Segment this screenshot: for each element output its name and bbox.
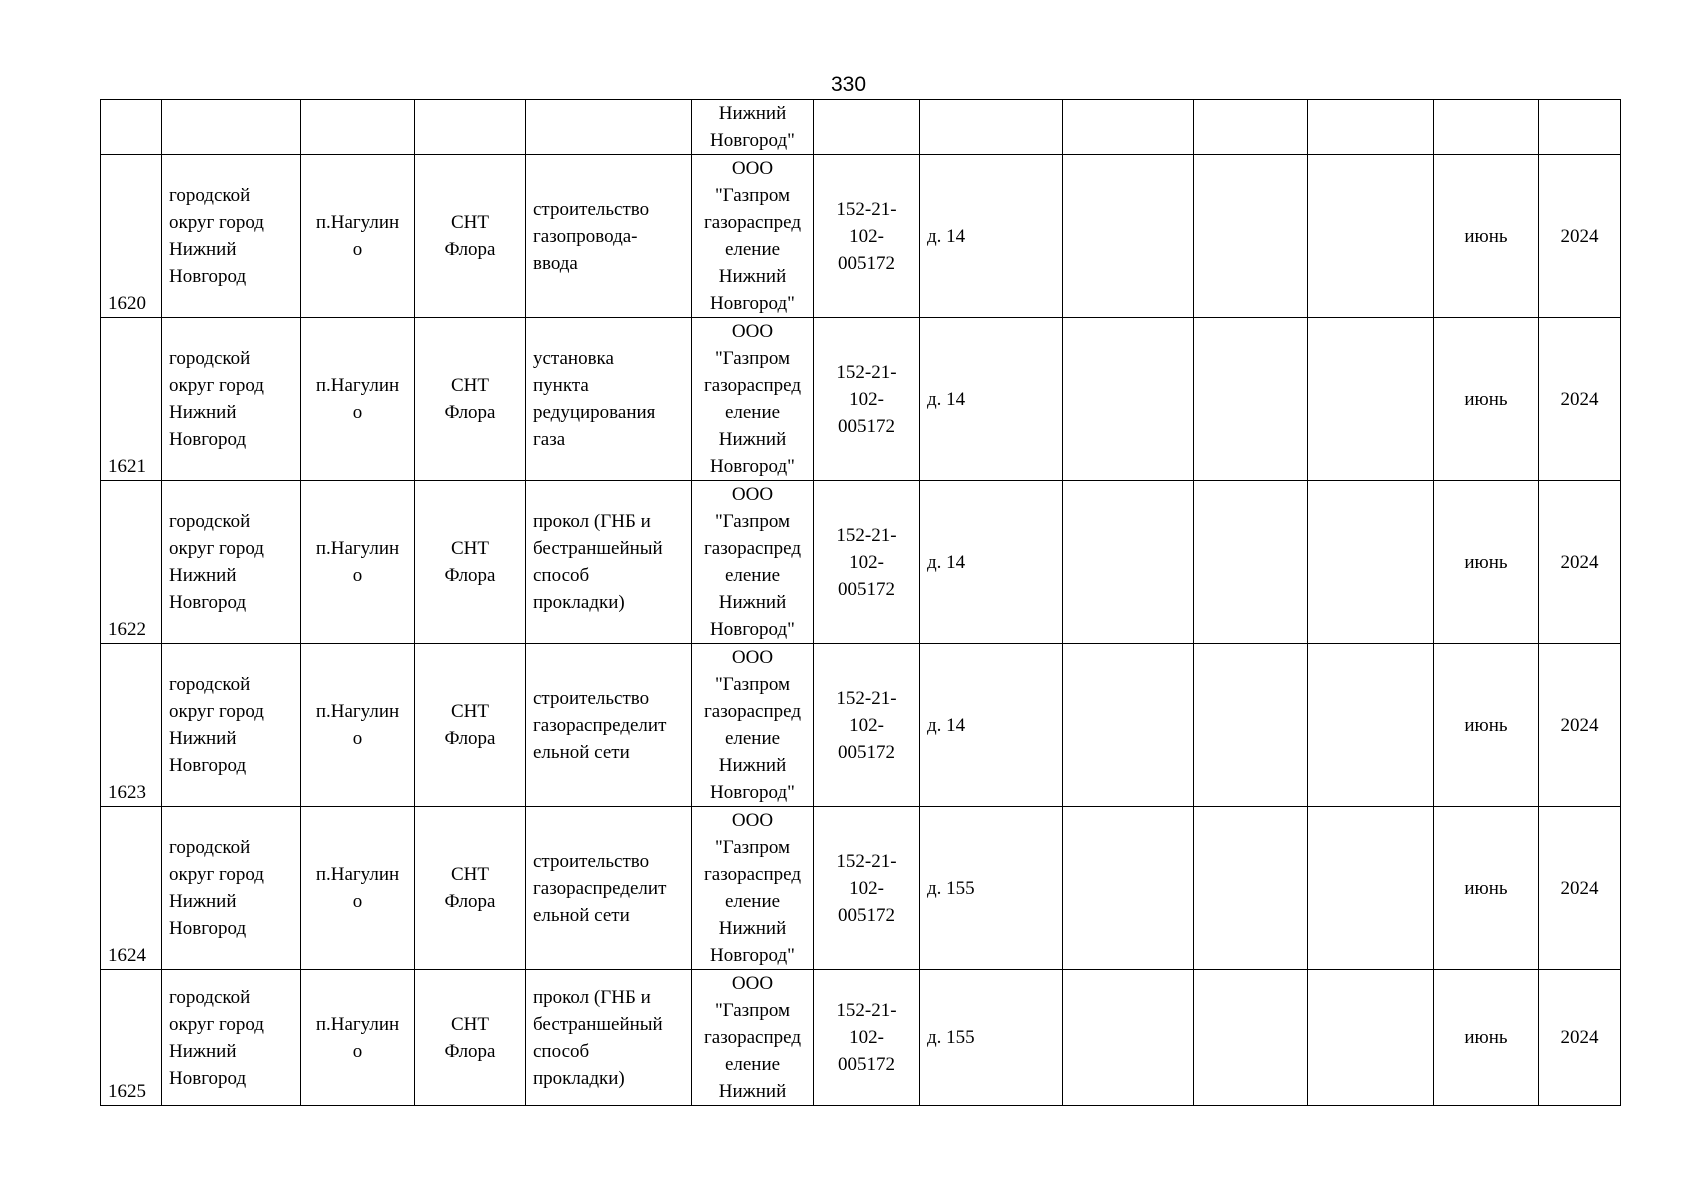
cell-month: июнь xyxy=(1434,644,1539,807)
cell-code xyxy=(814,481,920,644)
organization-line: газораспред xyxy=(703,212,801,233)
organization-line: Новгород" xyxy=(710,456,795,477)
organization-line: газораспред xyxy=(703,1027,801,1048)
organization-line: "Газпром xyxy=(714,511,791,532)
cell-organization xyxy=(692,970,814,1106)
code-line: 102- xyxy=(849,877,884,899)
organization-line: Нижний xyxy=(718,918,787,939)
code-line: 005172 xyxy=(838,415,895,437)
cell-num: 1623 xyxy=(101,644,162,807)
district-line: Новгород xyxy=(169,429,247,450)
table-row xyxy=(101,318,1621,481)
work-line: бестраншейный xyxy=(533,538,663,559)
code-line: 152-21- xyxy=(836,1000,897,1021)
cell-num: 1620 xyxy=(101,155,162,318)
work-line: способ xyxy=(533,565,590,586)
work-line: редуцирования xyxy=(533,402,656,423)
place-line: СНТ xyxy=(451,212,489,233)
place-line: Флора xyxy=(444,565,496,586)
organization-line: ООО xyxy=(731,647,774,668)
organization-line: "Газпром xyxy=(714,1000,791,1021)
cell-month: июнь xyxy=(1434,318,1539,481)
table-row xyxy=(101,481,1621,644)
code-line: 005172 xyxy=(838,578,895,600)
cell-empty xyxy=(1194,155,1308,318)
organization-line: "Газпром xyxy=(714,185,791,206)
organization-line: ООО xyxy=(731,158,774,179)
org-line: Нижний xyxy=(718,103,787,124)
page-number: 330 xyxy=(830,73,867,96)
settlement-line: о xyxy=(352,239,363,260)
place-line: СНТ xyxy=(451,701,489,722)
cell-house: д. 14 xyxy=(920,318,1063,481)
cell-organization xyxy=(692,100,814,155)
settlement-line: п.Нагулин xyxy=(315,864,400,885)
cell-code xyxy=(814,970,920,1106)
cell-empty xyxy=(1308,155,1434,318)
data-table xyxy=(100,99,1621,1106)
district-line: Новгород xyxy=(169,592,247,613)
organization-line: газораспред xyxy=(703,375,801,396)
cell-district xyxy=(162,644,301,807)
cell-empty xyxy=(1308,644,1434,807)
table-row xyxy=(101,970,1621,1106)
place-line: СНТ xyxy=(451,375,489,396)
district-line: городской xyxy=(169,986,251,1008)
organization-line: еление xyxy=(724,239,781,260)
district-line: городской xyxy=(169,674,251,695)
cell-empty xyxy=(1308,970,1434,1106)
cell-district xyxy=(162,807,301,970)
work-line: строительство xyxy=(533,850,650,872)
organization-line: газораспред xyxy=(703,864,801,885)
cell-place xyxy=(415,318,526,481)
code-line: 102- xyxy=(849,225,884,247)
cell-organization xyxy=(692,807,814,970)
cell-code xyxy=(814,644,920,807)
cell-place xyxy=(415,807,526,970)
organization-line: еление xyxy=(724,402,781,423)
cell-district xyxy=(162,318,301,481)
organization-line: газораспред xyxy=(703,701,801,722)
organization-line: Новгород" xyxy=(710,619,795,640)
settlement-line: о xyxy=(352,728,363,749)
district-line: Нижний xyxy=(169,239,237,260)
district-line: городской xyxy=(169,837,251,858)
cell-organization xyxy=(692,644,814,807)
work-line: установка xyxy=(533,348,614,369)
cell-place xyxy=(415,970,526,1106)
code-line: 152-21- xyxy=(836,198,897,220)
organization-line: газораспред xyxy=(703,538,801,559)
cell-empty xyxy=(1308,807,1434,970)
cell-year: 2024 xyxy=(1539,481,1621,644)
cell-settlement xyxy=(301,807,415,970)
organization-line: ООО xyxy=(731,321,774,342)
code-line: 005172 xyxy=(838,1054,895,1075)
table-row xyxy=(101,644,1621,807)
cell-place xyxy=(415,481,526,644)
place-line: Флора xyxy=(444,402,496,423)
district-line: Новгород xyxy=(169,266,247,287)
district-line: Нижний xyxy=(169,565,237,586)
settlement-line: п.Нагулин xyxy=(315,1013,400,1035)
organization-line: Новгород" xyxy=(710,945,795,966)
place-line: Флора xyxy=(444,239,496,260)
work-line: газопровода- xyxy=(533,225,638,247)
cell-num: 1625 xyxy=(101,970,162,1106)
cell-month xyxy=(1434,100,1539,155)
place-line: Флора xyxy=(444,1040,496,1062)
cell-house: д. 14 xyxy=(920,481,1063,644)
cell-place xyxy=(415,100,526,155)
code-line: 152-21- xyxy=(836,524,897,546)
settlement-line: п.Нагулин xyxy=(315,701,400,722)
cell-year: 2024 xyxy=(1539,970,1621,1106)
district-line: Нижний xyxy=(169,891,237,912)
cell-code xyxy=(814,100,920,155)
cell-work xyxy=(526,644,692,807)
organization-line: Нижний xyxy=(718,592,787,613)
district-line: городской xyxy=(169,348,251,369)
organization-line: Нижний xyxy=(718,755,787,776)
cell-settlement xyxy=(301,318,415,481)
code-line: 005172 xyxy=(838,904,895,926)
cell-year xyxy=(1539,100,1621,155)
settlement-line: п.Нагулин xyxy=(315,212,400,233)
organization-line: ООО xyxy=(731,484,774,505)
cell-empty xyxy=(1063,481,1194,644)
organization-line: "Газпром xyxy=(714,674,791,695)
place-line: СНТ xyxy=(451,864,489,885)
cell-empty xyxy=(1063,644,1194,807)
cell-code xyxy=(814,155,920,318)
organization-line: Новгород" xyxy=(710,293,795,314)
organization-line: "Газпром xyxy=(714,837,791,858)
work-line: способ xyxy=(533,1040,590,1062)
cell-empty xyxy=(1308,481,1434,644)
district-line: Нижний xyxy=(169,1040,237,1062)
cell-empty xyxy=(1063,100,1194,155)
work-line: прокладки) xyxy=(533,1067,625,1089)
cell-house: д. 14 xyxy=(920,155,1063,318)
table-body xyxy=(101,100,1621,1106)
cell-empty xyxy=(1308,100,1434,155)
cell-organization xyxy=(692,318,814,481)
place-line: СНТ xyxy=(451,1013,489,1035)
district-line: Новгород xyxy=(169,1067,247,1089)
cell-work xyxy=(526,481,692,644)
district-line: Нижний xyxy=(169,728,237,749)
organization-line: Нижний xyxy=(718,429,787,450)
cell-organization xyxy=(692,481,814,644)
code-line: 102- xyxy=(849,388,884,410)
table-row-continued xyxy=(101,100,1621,155)
work-line: прокол (ГНБ и xyxy=(533,511,651,532)
organization-line: еление xyxy=(724,565,781,586)
code-line: 005172 xyxy=(838,252,895,274)
work-line: бестраншейный xyxy=(533,1013,663,1035)
work-line: газораспределит xyxy=(533,714,667,736)
settlement-line: о xyxy=(352,891,363,912)
organization-line: ООО xyxy=(731,973,774,994)
work-line: строительство xyxy=(533,198,650,220)
district-line: округ город xyxy=(169,375,264,396)
district-line: округ город xyxy=(169,1013,264,1035)
cell-empty xyxy=(1194,970,1308,1106)
organization-line: ООО xyxy=(731,810,774,831)
cell-settlement xyxy=(301,970,415,1106)
cell-year: 2024 xyxy=(1539,155,1621,318)
cell-empty xyxy=(1194,481,1308,644)
cell-settlement xyxy=(301,155,415,318)
work-line: газа xyxy=(533,429,566,450)
cell-organization xyxy=(692,155,814,318)
district-line: Новгород xyxy=(169,918,247,939)
settlement-line: о xyxy=(352,402,363,423)
work-line: пункта xyxy=(533,375,589,396)
table-row xyxy=(101,155,1621,318)
cell-empty xyxy=(1063,155,1194,318)
cell-settlement xyxy=(301,644,415,807)
cell-num: 1624 xyxy=(101,807,162,970)
cell-month: июнь xyxy=(1434,155,1539,318)
district-line: городской xyxy=(169,185,251,206)
cell-empty xyxy=(1194,318,1308,481)
cell-year: 2024 xyxy=(1539,644,1621,807)
cell-house: д. 155 xyxy=(920,807,1063,970)
code-line: 152-21- xyxy=(836,850,897,872)
cell-work xyxy=(526,807,692,970)
cell-place xyxy=(415,644,526,807)
code-line: 102- xyxy=(849,1027,884,1048)
work-line: газораспределит xyxy=(533,877,667,899)
organization-line: еление xyxy=(724,891,781,912)
district-line: округ город xyxy=(169,212,264,233)
district-line: Новгород xyxy=(169,755,247,776)
cell-month: июнь xyxy=(1434,970,1539,1106)
cell-num: 1622 xyxy=(101,481,162,644)
work-line: прокладки) xyxy=(533,592,625,613)
cell-empty xyxy=(1194,100,1308,155)
cell-settlement xyxy=(301,481,415,644)
cell-empty xyxy=(1194,807,1308,970)
org-line: Новгород" xyxy=(710,130,795,151)
place-line: Флора xyxy=(444,728,496,749)
table-row xyxy=(101,807,1621,970)
cell-empty xyxy=(1308,318,1434,481)
cell-place xyxy=(415,155,526,318)
organization-line: Новгород" xyxy=(710,782,795,803)
cell-empty xyxy=(1063,807,1194,970)
organization-line: Нижний xyxy=(718,266,787,287)
work-line: ельной сети xyxy=(533,741,630,763)
organization-line: еление xyxy=(724,728,781,749)
cell-code xyxy=(814,318,920,481)
code-line: 152-21- xyxy=(836,361,897,383)
cell-district xyxy=(162,155,301,318)
cell-empty xyxy=(1194,644,1308,807)
cell-work xyxy=(526,318,692,481)
code-line: 005172 xyxy=(838,741,895,763)
code-line: 152-21- xyxy=(836,687,897,709)
settlement-line: о xyxy=(352,1040,363,1062)
work-line: ввода xyxy=(533,252,578,274)
district-line: округ город xyxy=(169,701,264,722)
cell-empty xyxy=(1063,318,1194,481)
code-line: 102- xyxy=(849,714,884,736)
cell-work xyxy=(526,100,692,155)
cell-district xyxy=(162,100,301,155)
cell-house: д. 155 xyxy=(920,970,1063,1106)
place-line: СНТ xyxy=(451,538,489,559)
cell-code xyxy=(814,807,920,970)
settlement-line: п.Нагулин xyxy=(315,375,400,396)
cell-year: 2024 xyxy=(1539,318,1621,481)
place-line: Флора xyxy=(444,891,496,912)
district-line: городской xyxy=(169,511,251,532)
cell-house xyxy=(920,100,1063,155)
organization-line: Нижний xyxy=(718,1081,787,1102)
district-line: округ город xyxy=(169,538,264,559)
cell-settlement xyxy=(301,100,415,155)
cell-num xyxy=(101,100,162,155)
cell-work xyxy=(526,155,692,318)
work-line: строительство xyxy=(533,687,650,709)
cell-work xyxy=(526,970,692,1106)
organization-line: "Газпром xyxy=(714,348,791,369)
cell-num: 1621 xyxy=(101,318,162,481)
district-line: округ город xyxy=(169,864,264,885)
settlement-line: о xyxy=(352,565,363,586)
cell-district xyxy=(162,481,301,644)
cell-month: июнь xyxy=(1434,807,1539,970)
cell-year: 2024 xyxy=(1539,807,1621,970)
cell-house: д. 14 xyxy=(920,644,1063,807)
cell-month: июнь xyxy=(1434,481,1539,644)
district-line: Нижний xyxy=(169,402,237,423)
cell-empty xyxy=(1063,970,1194,1106)
work-line: прокол (ГНБ и xyxy=(533,986,651,1008)
cell-district xyxy=(162,970,301,1106)
work-line: ельной сети xyxy=(533,904,630,926)
settlement-line: п.Нагулин xyxy=(315,538,400,559)
organization-line: еление xyxy=(724,1054,781,1075)
code-line: 102- xyxy=(849,551,884,573)
